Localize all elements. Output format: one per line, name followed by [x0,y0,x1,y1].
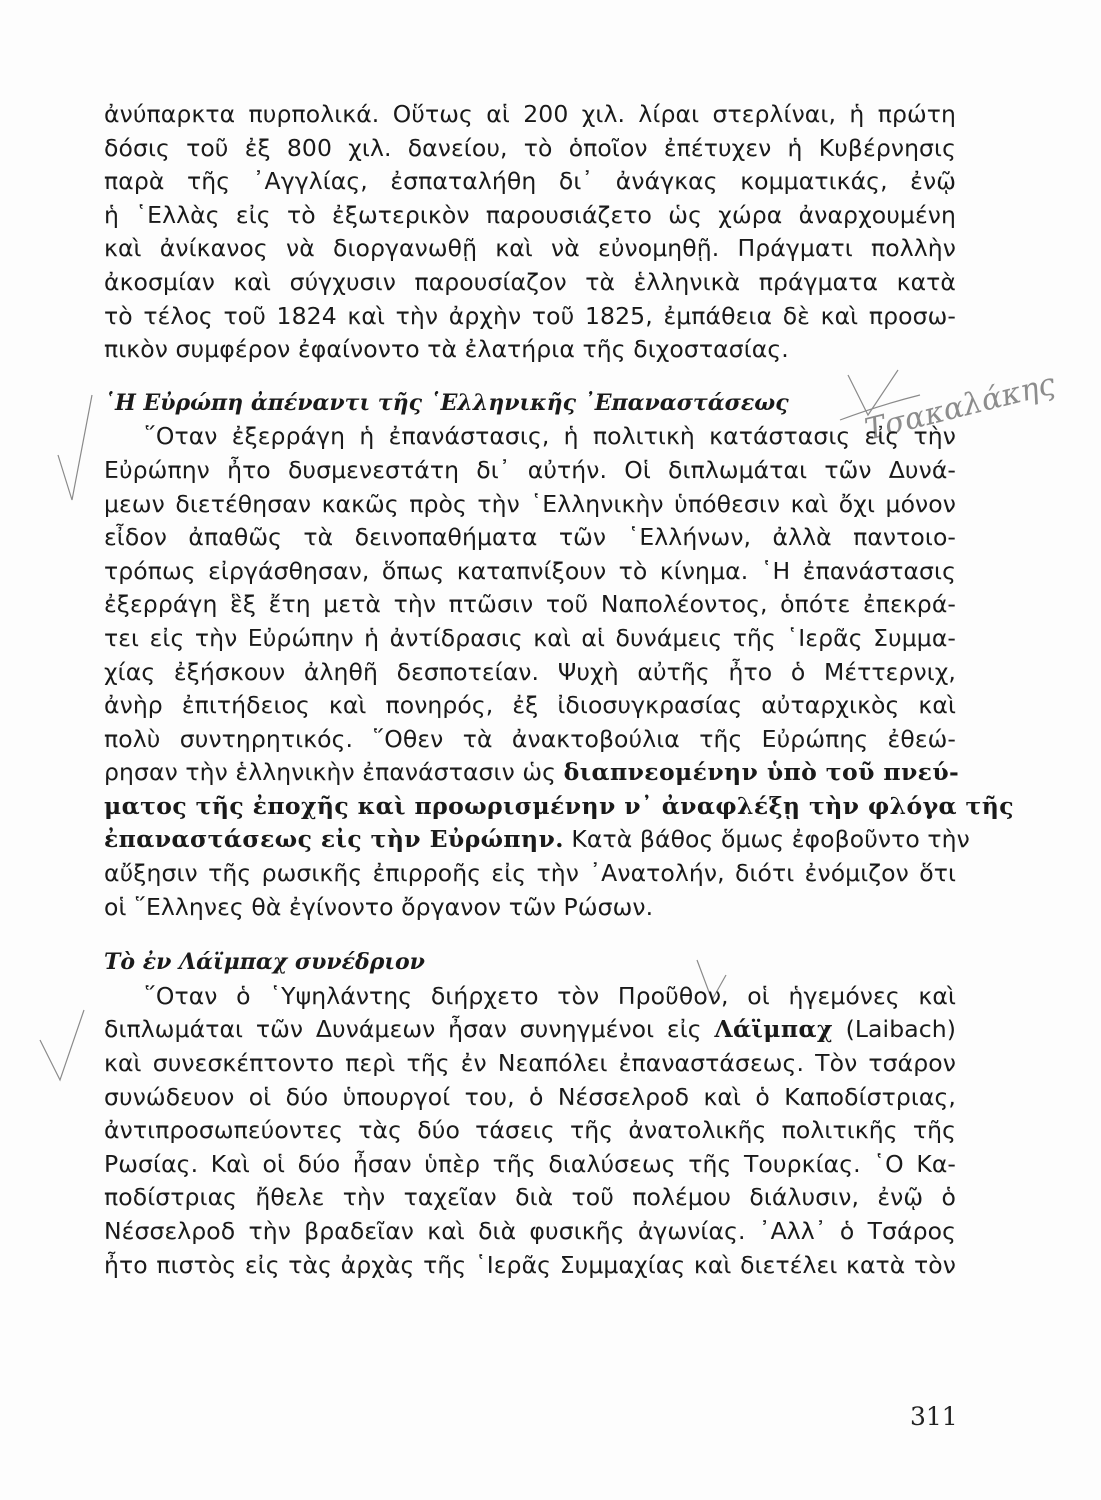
text-line [104,1013,956,1047]
section-heading-europe: ῾Η Εὐρώπη ἀπέναντι τῆς ῾Ελληνικῆς ᾽Επαναστάσεως [104,389,789,416]
text-line: ἀνὴρ ἐπιτήδειος καὶ πονηρός, ἐξ ἰδιοσυγκρασίας αὐταρχικὸς καὶ [104,691,956,720]
text-line: παρὰ τῆς ᾽Αγγλίας, ἐσπαταλήθη δι᾽ ἀνάγκας κομματικάς, ἐνῷ [104,167,956,196]
bold-phrase: διαπνεομένην ὑπὸ τοῦ πνεύ- [563,758,960,787]
text-line: ἀκοσμίαν καὶ σύγχυσιν παρουσίαζον τὰ ἑλληνικὰ πράγματα κατὰ [104,267,956,296]
text-run: διπλωμάται τῶν Δυνάμεων ἦσαν συνηγμένοι εἰς [104,1015,715,1044]
section-heading-laibach: Τὸ ἐν Λάϊμπαχ συνέδριον [104,949,425,976]
text-line: μεων διετέθησαν κακῶς πρὸς τὴν ῾Ελληνικὴν ὑπόθεσιν καὶ ὄχι μόνον [104,489,956,518]
text-line: ῞Οταν ὁ ῾Υψηλάντης διήρχετο τὸν Προῦθον, οἱ ἡγεμόνες καὶ [144,981,956,1010]
paragraph-1 [104,98,956,367]
paragraph-2 [104,420,1014,924]
bold-phrase: ἐπαναστάσεως εἰς τὴν Εὐρώπην. [104,825,564,854]
bold-phrase: ματος τῆς ἐποχῆς καὶ προωρισμένην ν᾽ ἀναφλέξῃ τὴν φλόγα τῆς [104,791,1014,820]
text-line [104,756,960,790]
text-line: πολὺ συντηρητικός. ῞Οθεν τὰ ἀνακτοβούλια τῆς Εὐρώπης ἐθεώ- [104,724,956,753]
text-line: τὸ τέλος τοῦ 1824 καὶ τὴν ἀρχὴν τοῦ 1825, ἐμπάθεια δὲ καὶ προσω- [104,301,956,330]
text-line: ποδίστριας ἤθελε τὴν ταχεῖαν διὰ τοῦ πολέμου διάλυσιν, ἐνῷ ὁ [104,1183,956,1212]
text-run: ρησαν τὴν ἑλληνικὴν ἐπανάστασιν ὡς [104,758,557,787]
text-line: Εὐρώπην ἦτο δυσμενεστάτη δι᾽ αὐτήν. Οἱ διπλωμάται τῶν Δυνά- [104,455,956,484]
text-line: τρόπως εἰργάσθησαν, ὅπως καταπνίξουν τὸ κίνημα. ῾Η ἐπανάστασις [104,556,956,585]
paragraph-3 [104,980,956,1282]
text-line: πικὸν συμφέρον ἐφαίνοντο τὰ ἐλατήρια τῆς διχοστασίας. [104,335,789,364]
text-line: ῞Οταν ἐξερράγη ἡ ἐπανάστασις, ἡ πολιτικὴ κατάστασις εἰς τὴν [144,422,956,451]
text-line: συνώδευον οἱ δύο ὑπουργοί του, ὁ Νέσσελροδ καὶ ὁ Καποδίστριας, [104,1082,956,1111]
check-mark-lower-left [40,1010,84,1080]
text-line: αὔξησιν τῆς ρωσικῆς ἐπιρροῆς εἰς τὴν ᾽Ανατολήν, διότι ἐνόμιζον ὅτι [104,859,956,888]
text-line: Ρωσίας. Καὶ οἱ δύο ἦσαν ὑπὲρ τῆς διαλύσεως τῆς Τουρκίας. ῾Ο Κα- [104,1149,956,1178]
bold-place-name: Λάϊμπαχ [714,1015,833,1044]
text-line: ἀνύπαρκτα πυρπολικά. Οὕτως αἱ 200 χιλ. λίραι στερλίναι, ἡ πρώτη [104,100,956,128]
check-mark-left [58,395,92,500]
text-line: χίας ἐξήσκουν ἀληθῆ δεσποτείαν. Ψυχὴ αὐτῆς ἦτο ὁ Μέττερνιχ, [104,657,956,686]
text-line: οἱ ῞Ελληνες θὰ ἐγίνοντο ὄργανον τῶν Ρώσων. [104,892,654,921]
page-number: 311 [910,1402,958,1431]
text-line: ἡ ῾Ελλὰς εἰς τὸ ἐξωτερικὸν παρουσιάζετο ὡς χώρα ἀναρχουμένη [104,200,956,229]
text-line: καὶ ἀνίκανος νὰ διοργανωθῇ καὶ νὰ εὐνομηθῇ. Πράγματι πολλὴν [104,234,956,263]
text-line: καὶ συνεσκέπτοντο περὶ τῆς ἐν Νεαπόλει ἐπαναστάσεως. Τὸν τσάρον [104,1049,956,1078]
text-line: Νέσσελροδ τὴν βραδεῖαν καὶ διὰ φυσικῆς ἀγωνίας. ᾽Αλλ᾽ ὁ Τσάρος [104,1217,956,1245]
text-line: ἐξερράγη ἓξ ἔτη μετὰ τὴν πτῶσιν τοῦ Ναπολέοντος, ὁπότε ἐπεκρά- [104,590,956,619]
text-line: εἶδον ἀπαθῶς τὰ δεινοπαθήματα τῶν ῾Ελλήνων, ἀλλὰ παντοιο- [104,523,956,552]
text-line: ἦτο πιστὸς εἰς τὰς ἀρχὰς τῆς ῾Ιερᾶς Συμμαχίας καὶ διετέλει κατὰ τὸν [104,1250,956,1279]
text-run: (Laibach) [832,1015,956,1044]
text-line [104,823,970,857]
text-line: τει εἰς τὴν Εὐρώπην ἡ ἀντίδρασις καὶ αἱ δυνάμεις τῆς ῾Ιερᾶς Συμμα- [104,623,956,652]
text-line [104,790,1014,824]
text-line: δόσις τοῦ ἐξ 800 χιλ. δανείου, τὸ ὁποῖον ἐπέτυχεν ἡ Κυβέρνησις [104,133,956,162]
handwritten-signature: Τσακαλάκης [861,366,1059,448]
text-line: ἀντιπροσωπεύοντες τὰς δύο τάσεις τῆς ἀνατολικῆς πολιτικῆς τῆς [104,1116,956,1145]
text-run: Κατὰ βάθος ὅμως ἐφοβοῦντο τὴν [563,825,970,854]
